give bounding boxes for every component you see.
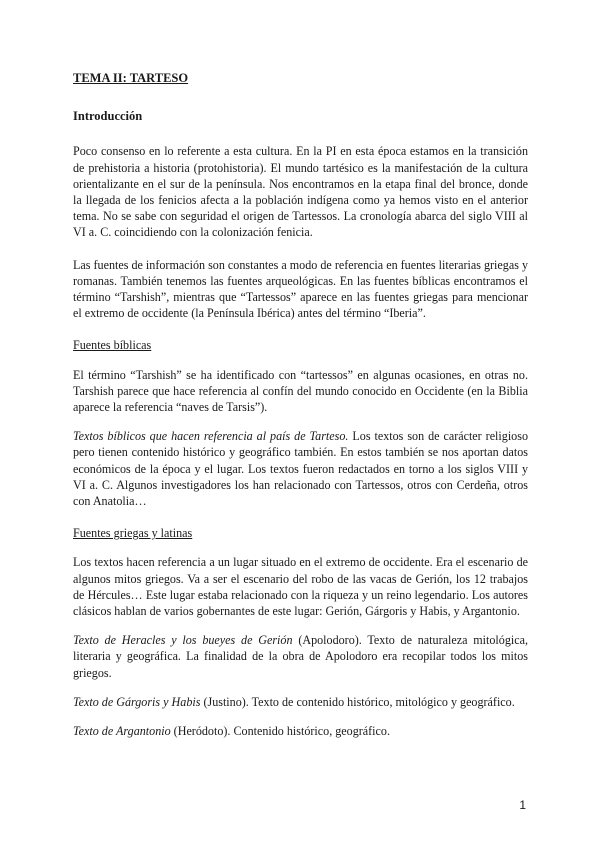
intro-heading: Introducción [73, 109, 143, 124]
document-body [73, 70, 528, 752]
heracles-text-title: Texto de Heracles y los bueyes de Gerión [73, 633, 293, 648]
gargoris-text-title: Texto de Gárgoris y Habis [73, 694, 201, 709]
biblical-texts-description: Los textos son de carácter religioso pero tienen contenido histórico y geográfico también. En estos también se nos aportan datos económicos de la época y el lugar. Los textos fueron redactados en torno a los siglos VIII y VI a. C. Algunos investigadores los han relacionado con Tartessos, otros con Cerdeña, otros con Anatolia… [73, 429, 528, 509]
document-title: TEMA II: TARTESO [73, 71, 189, 85]
intro-paragraph-2: Las fuentes de información son constantes a modo de referencia en fuentes literarias griegas y romanas. También tenemos las fuentes arqueológicas. En las fuentes bíblicas encontramos el término “Tarshish”, mientras que “Tartessos” aparece en las fuentes griegas para mencionar el extremo de occidente (la Península Ibérica) antes del término “Iberia”. [73, 257, 528, 321]
biblical-sources-heading: Fuentes bíblicas [73, 338, 152, 353]
argantonio-text-title: Texto de Argantonio [73, 724, 171, 739]
gargoris-text-description: (Justino). Texto de contenido histórico, mitológico y geográfico. [200, 694, 515, 709]
page-number: 1 [519, 798, 526, 812]
biblical-paragraph-1: El término “Tarshish” se ha identificado con “tartessos” en algunas ocasiones, en otras no. Tarshish parece que hace referencia al confín del mundo conocido en Occidente (en la Biblia aparece la referencia “naves de Tarsis”). [73, 367, 528, 415]
greek-latin-sources-heading: Fuentes griegas y latinas [73, 526, 193, 541]
argantonio-text-description: (Heródoto). Contenido histórico, geográfico. [170, 724, 390, 739]
intro-paragraph-1: Poco consenso en lo referente a esta cultura. En la PI en esta época estamos en la transición de prehistoria a historia (protohistoria). El mundo tartésico es la manifestación de la cultura orientalizante en el sur de la península. Nos encontramos en la etapa final del bronce, donde la llegada de los fenicios afecta a la población indígena como ya hemos visto en el anterior tema. No se sabe con seguridad el origen de Tartessos. La cronología abarca del siglo VIII al VI a. C. coincidiendo con la colonización fenicia. [73, 144, 528, 240]
heracles-text-description: (Apolodoro). Texto de naturaleza mitológica, literaria y geográfica. La finalidad de la obra de Apolodoro era recopilar todos los mitos griegos. [73, 633, 528, 680]
argantonio-text-paragraph [73, 723, 528, 739]
biblical-texts-title: Textos bíblicos que hacen referencia al país de Tarteso. [73, 429, 349, 444]
biblical-paragraph-2 [73, 428, 528, 509]
greek-latin-paragraph: Los textos hacen referencia a un lugar situado en el extremo de occidente. Era el escenario de algunos mitos griegos. Va a ser el escenario del robo de las vacas de Gerión, los 12 trabajos de Hércules… Este lugar estaba relacionado con la riqueza y un reino legendario. Los autores clásicos hablan de varios gobernantes de este lugar: Gerión, Gárgoris y Habis, y Argantonio. [73, 555, 528, 619]
gargoris-text-paragraph [73, 694, 528, 710]
heracles-text-paragraph [73, 632, 528, 681]
